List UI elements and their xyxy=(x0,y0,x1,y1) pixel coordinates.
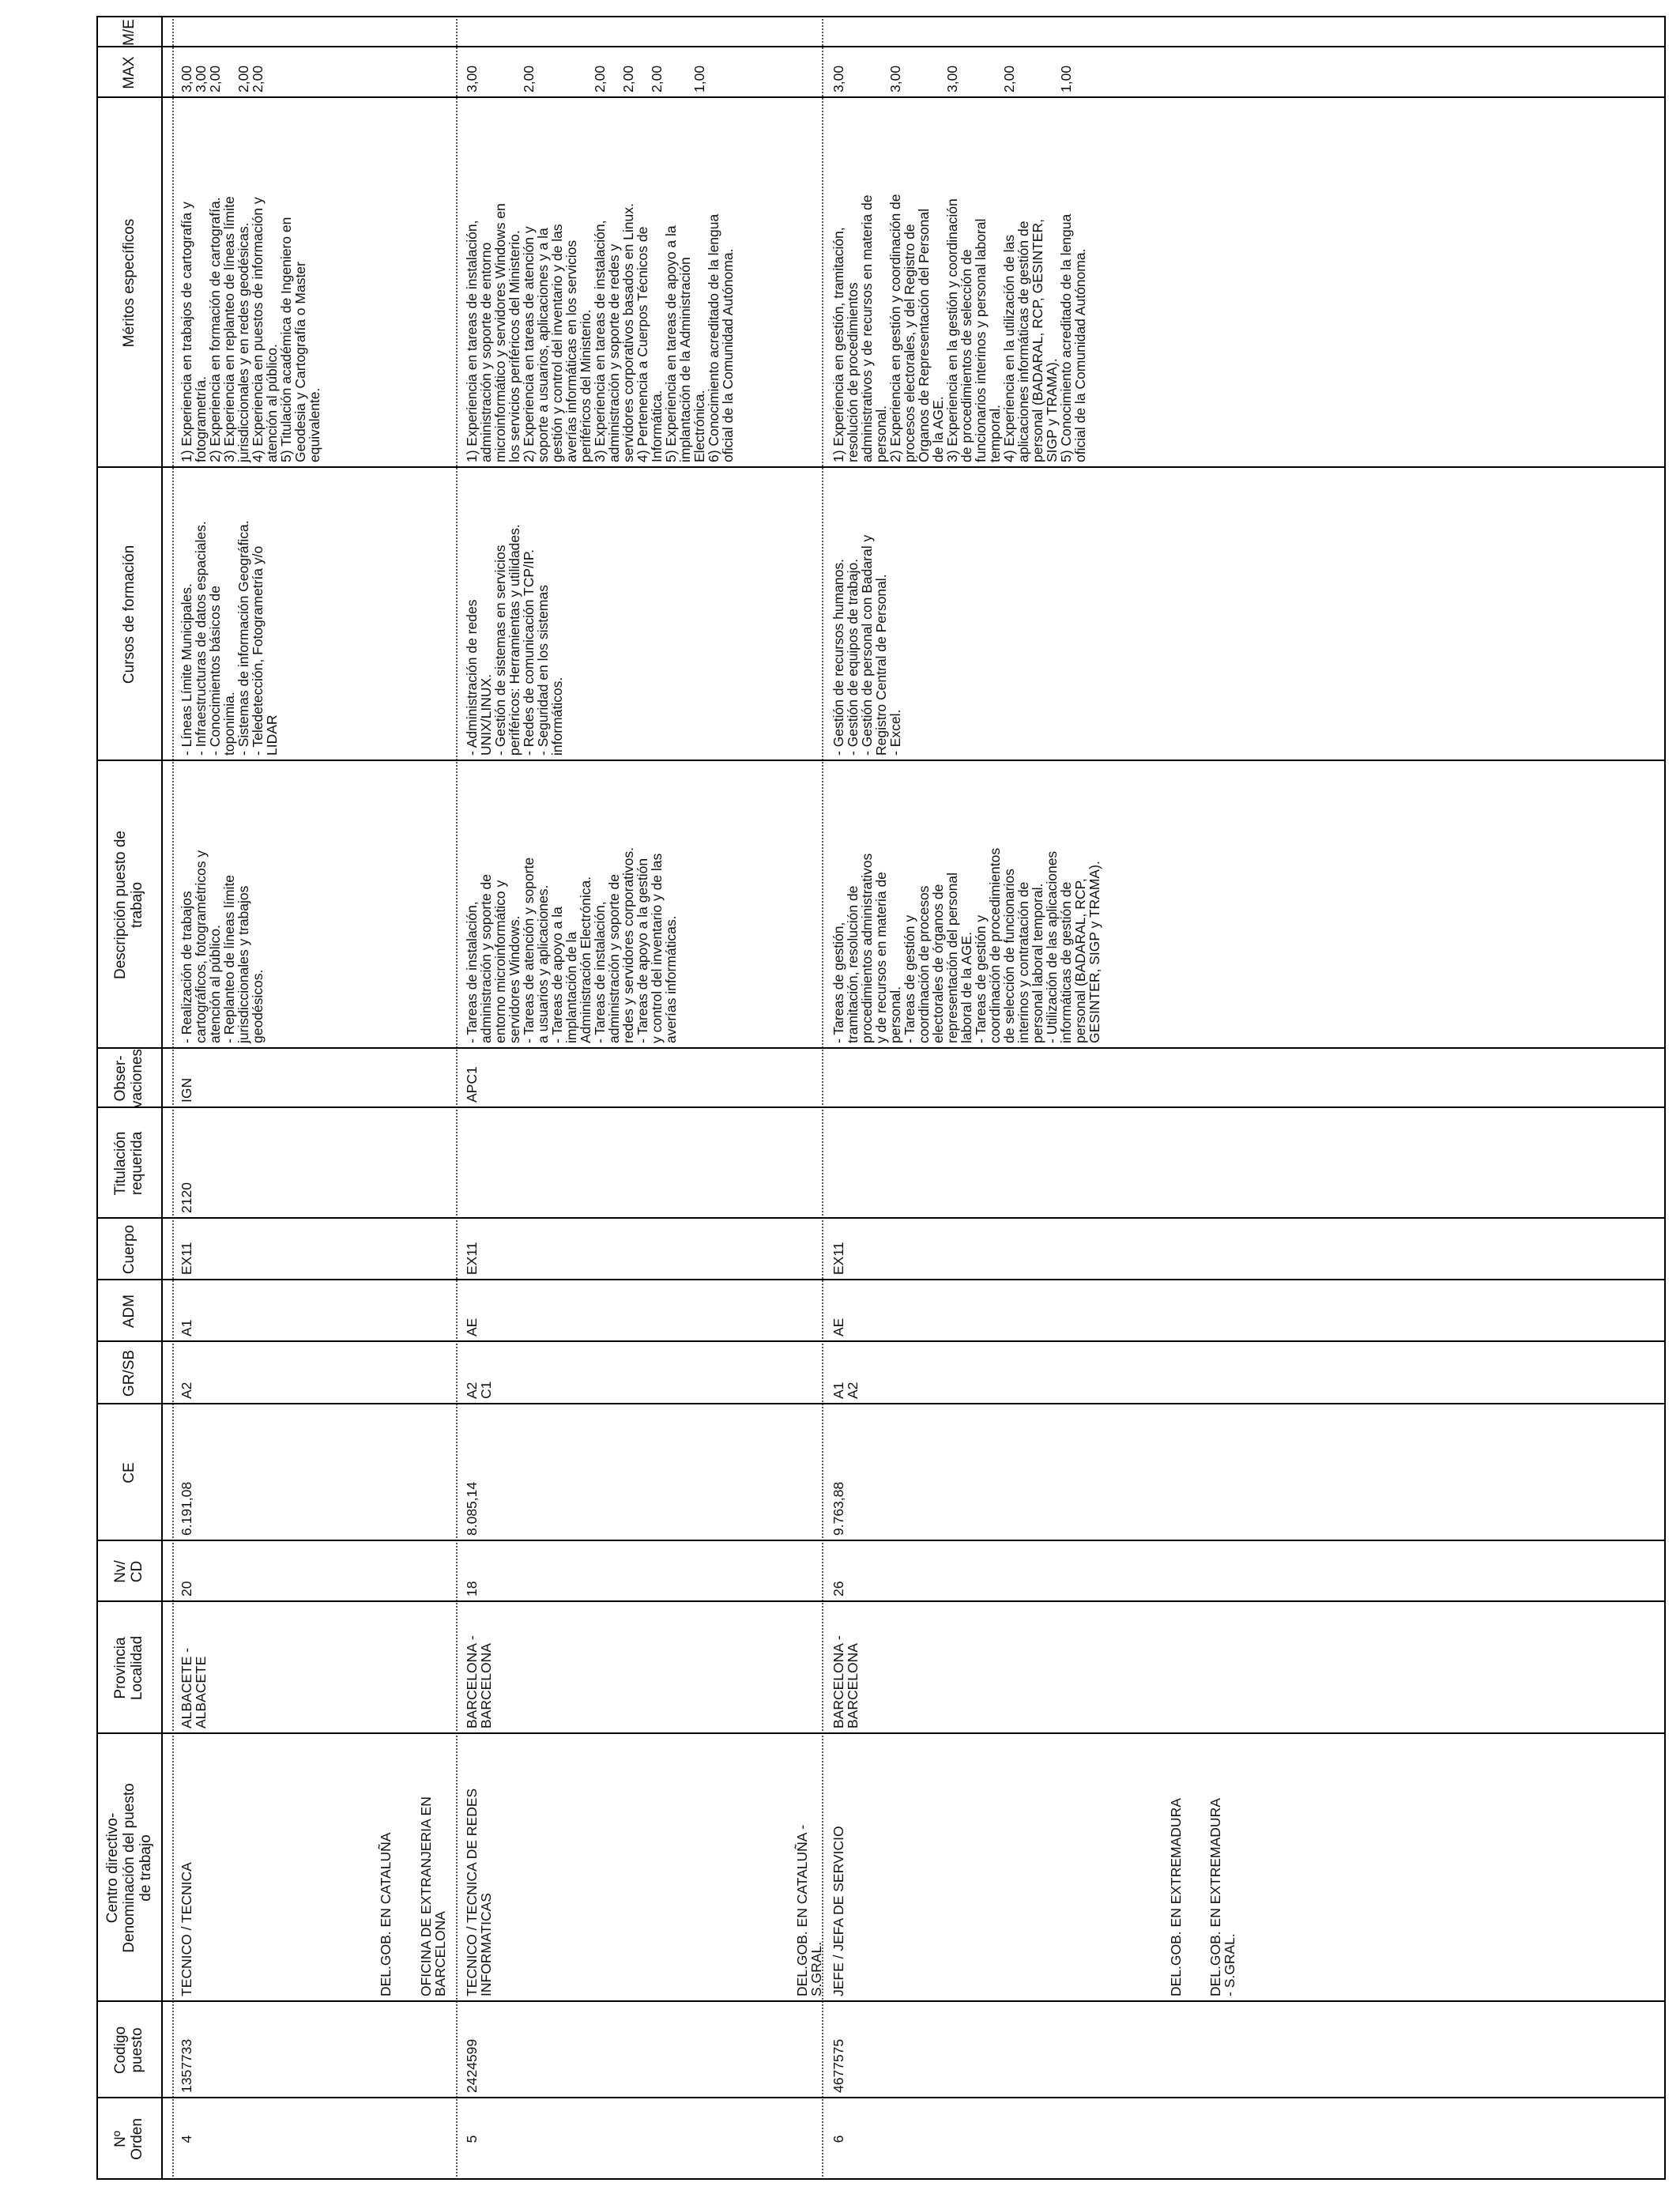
rule-row-separator xyxy=(456,16,458,2180)
header-cuerpo: Cuerpo xyxy=(120,1224,137,1275)
col-rule xyxy=(96,2000,1666,2002)
header-codigo: Codigo puesto xyxy=(112,2026,145,2075)
row5-orden: 5 xyxy=(464,2135,480,2143)
col-rule xyxy=(96,1279,1666,1280)
section-label: DEL.GOB. EN EXTREMADURA xyxy=(1168,1798,1184,1996)
col-rule xyxy=(96,466,1666,468)
header-observaciones: Obser- vaciones xyxy=(112,1049,145,1108)
col-rule xyxy=(96,1600,1666,1602)
col-rule xyxy=(96,1047,1666,1049)
row5-nivel: 18 xyxy=(464,1581,480,1596)
section-label: OFICINA DE EXTRANJERIA EN BARCELONA xyxy=(418,1796,448,1996)
row6-orden: 6 xyxy=(831,2135,846,2143)
header-adm: ADM xyxy=(120,1294,137,1329)
row4-max: 3,00 3,00 2,00 2,00 2,00 xyxy=(179,65,266,92)
header-cursos: Cursos de formación xyxy=(120,545,137,684)
row4-meritos: 1) Experiencia en trabajos de cartografía y fotogrametría. 2) Experiencia en formación de cartografía. 3) Experiencia en replanteo de líneas límite jurisdiccionales y en redes geodésicas. 4) Experiencia en puestos de información y atención al público. 5) Titulación académica de Ingeniero en Geodesia y Cartografía o Master equivalente. xyxy=(179,196,322,462)
header-orden: Nº Orden xyxy=(112,2118,145,2160)
rule-header xyxy=(161,16,163,2180)
row6-denominacion: JEFE / JEFA DE SERVICIO xyxy=(831,1826,846,1996)
section-label: DEL.GOB. EN CATALUÑA - S.GRAL. xyxy=(794,1824,824,1996)
col-rule xyxy=(96,1732,1666,1734)
row6-adm: AE xyxy=(831,1318,846,1336)
header-provincia: Provincia Localidad xyxy=(112,1635,145,1701)
row4-grupo: A2 xyxy=(179,1382,194,1399)
rule-bottom xyxy=(1664,16,1666,2180)
row6-cursos: - Gestión de recursos humanos. - Gestión de equipos de trabajo. - Gestión de personal con Badaral y Registro Central de Personal. - Excel. xyxy=(831,534,903,756)
row5-adm: AE xyxy=(464,1318,480,1336)
header-me: M/E xyxy=(120,19,137,46)
row6-max: 3,00 3,00 3,00 2,00 1,00 xyxy=(831,65,1074,92)
row6-descripcion: - Tareas de gestión, tramitación, resolución de procedimientos administrativos y de recursos en materia de personal. - Tareas de gestión y coordinación de procesos electorales de órganos de representación del personal laboral de la AGE. - Tareas de gestión y coordinación de procedimientos de selección de funcionarios interinos y contratación de personal laboral temporal. - Utilización de las aplicaciones informáticas de gestión de personal (BADARAL, RCP, GESINTER, SIGP y TRAMA). xyxy=(831,847,1102,1043)
row6-ce: 9.763,88 xyxy=(831,1481,846,1536)
row5-ce: 8.085,14 xyxy=(464,1481,480,1536)
row5-observaciones: APC1 xyxy=(464,1066,480,1103)
col-rule xyxy=(96,1540,1666,1541)
header-nivel: Nv/ CD xyxy=(112,1560,145,1583)
col-rule xyxy=(96,1106,1666,1108)
row4-ce: 6.191,08 xyxy=(179,1481,194,1536)
col-rule xyxy=(96,1403,1666,1404)
col-rule xyxy=(96,1217,1666,1219)
row5-cursos: - Administración de redes UNIX/LINUX. - Gestión de sistemas en servicios periféricos: Herramientas y utilidades. - Redes de comunicación TCP/IP. - Seguridad en los sistemas informáticos. xyxy=(464,524,565,756)
row6-meritos: 1) Experiencia en gestión, tramitación, resolución de procedimientos administrativos y de recursos en materia de personal. 2) Experiencia en gestión y coordinación de procesos electorales, y del Registro de Órganos de Representación del Personal de la AGE. 3) Experiencia en la gestión y coordinación de procedimientos de selección de funcionarios interinos y personal laboral temporal. 4) Experiencia en la utilización de las aplicaciones informáticas de gestión de personal (BADARAL, RCP, GESINTER, SIGP y TRAMA). 5) Conocimiento acreditado de la lengua oficial de la Comunidad Autónoma. xyxy=(831,194,1088,462)
row4-nivel: 20 xyxy=(179,1581,194,1596)
row5-meritos: 1) Experiencia en tareas de instalación, administración y soporte de entorno microinformático y servidores Windows en los servicios periféricos del Ministerio. 2) Experiencia en tareas de atención y soporte a usuarios, aplicaciones y a la gestión y control del inventario y de las averías informáticas en los servicios periféricos del Ministerio. 3) Experiencia en tareas de instalación, administración y soporte de redes y servidores corporativos basados en Linux. 4) Pertenencia a Cuerpos Técnicos de Informática. 5) Experiencia en tareas de apoyo a la implantación de la Administración Electrónica. 6) Conocimiento acreditado de la lengua oficial de la Comunidad Autónoma. xyxy=(464,203,736,462)
section-label: DEL.GOB. EN EXTREMADURA - S.GRAL. xyxy=(1207,1798,1237,1996)
header-max: MAX xyxy=(120,56,137,89)
section-label: DEL.GOB. EN CATALUÑA xyxy=(378,1832,394,1996)
row4-codigo: 1357733 xyxy=(179,2038,194,2093)
row6-nivel: 26 xyxy=(831,1581,846,1596)
header-titulacion: Titulación requerida xyxy=(112,1131,145,1196)
row4-descripcion: - Realización de trabajos cartográficos, fotogramétricos y atención al público. - Replanteo de líneas límite jurisdiccionales y trabajos geodésicos. xyxy=(179,850,266,1043)
row4-cursos: - Líneas Límite Municipales. - Infraestructuras de datos espaciales. - Conocimientos básicos de toponimia. - Sistemas de información Geográfica. - Teledetección, Fotogrametría y/o LIDAR xyxy=(179,520,280,756)
col-rule xyxy=(96,760,1666,761)
col-rule xyxy=(96,16,1666,17)
row5-max: 3,00 2,00 2,00 2,00 2,00 1,00 xyxy=(464,65,707,92)
row4-cuerpo: EX11 xyxy=(179,1242,194,1275)
rule-header-dotted xyxy=(172,16,174,2180)
col-rule xyxy=(96,46,1666,47)
row6-grupo: A1 A2 xyxy=(831,1382,861,1399)
col-rule xyxy=(96,96,1666,98)
row4-adm: A1 xyxy=(179,1319,194,1336)
row4-observaciones: IGN xyxy=(179,1077,194,1103)
row4-provincia: ALBACETE - ALBACETE xyxy=(179,1647,209,1728)
row4-orden: 4 xyxy=(179,2135,194,2143)
row5-grupo: A2 C1 xyxy=(464,1381,494,1399)
row6-codigo: 4677575 xyxy=(831,2038,846,2093)
job-table xyxy=(96,16,1666,2180)
header-ce: CE xyxy=(120,1462,137,1483)
row6-cuerpo: EX11 xyxy=(831,1242,846,1275)
col-rule xyxy=(96,1340,1666,1342)
header-meritos: Méritos específicos xyxy=(120,218,137,348)
row5-denominacion: TECNICO / TECNICA DE REDES INFORMATICAS xyxy=(464,1788,494,1996)
row5-descripcion: - Tareas de instalación, administración y soporte de entorno microinformático y servidores Windows. - Tareas de atención y soporte a usuarios y aplicaciones. - Tareas de apoyo a la implantación de la Administración Electrónica. - Tareas de instalación, administración y soporte de redes y servidores corporativos. - Tareas de apoyo a la gestión y control del inventario y de las averías informáticas. xyxy=(464,846,679,1043)
row5-cuerpo: EX11 xyxy=(464,1242,480,1275)
col-rule xyxy=(96,2097,1666,2098)
header-grupo: GR/SB xyxy=(120,1349,137,1397)
row5-provincia: BARCELONA - BARCELONA xyxy=(464,1635,494,1728)
header-centro: Centro directivo- Denominación del puesto de trabajo xyxy=(104,1783,154,1953)
row5-codigo: 2424599 xyxy=(464,2038,480,2093)
row4-denominacion: TECNICO / TECNICA xyxy=(179,1862,194,1996)
row6-provincia: BARCELONA - BARCELONA xyxy=(831,1635,861,1728)
row4-titulacion: 2120 xyxy=(179,1182,194,1213)
col-rule xyxy=(96,2178,1666,2180)
header-descripcion: Descripción puesto de trabajo xyxy=(112,831,145,979)
